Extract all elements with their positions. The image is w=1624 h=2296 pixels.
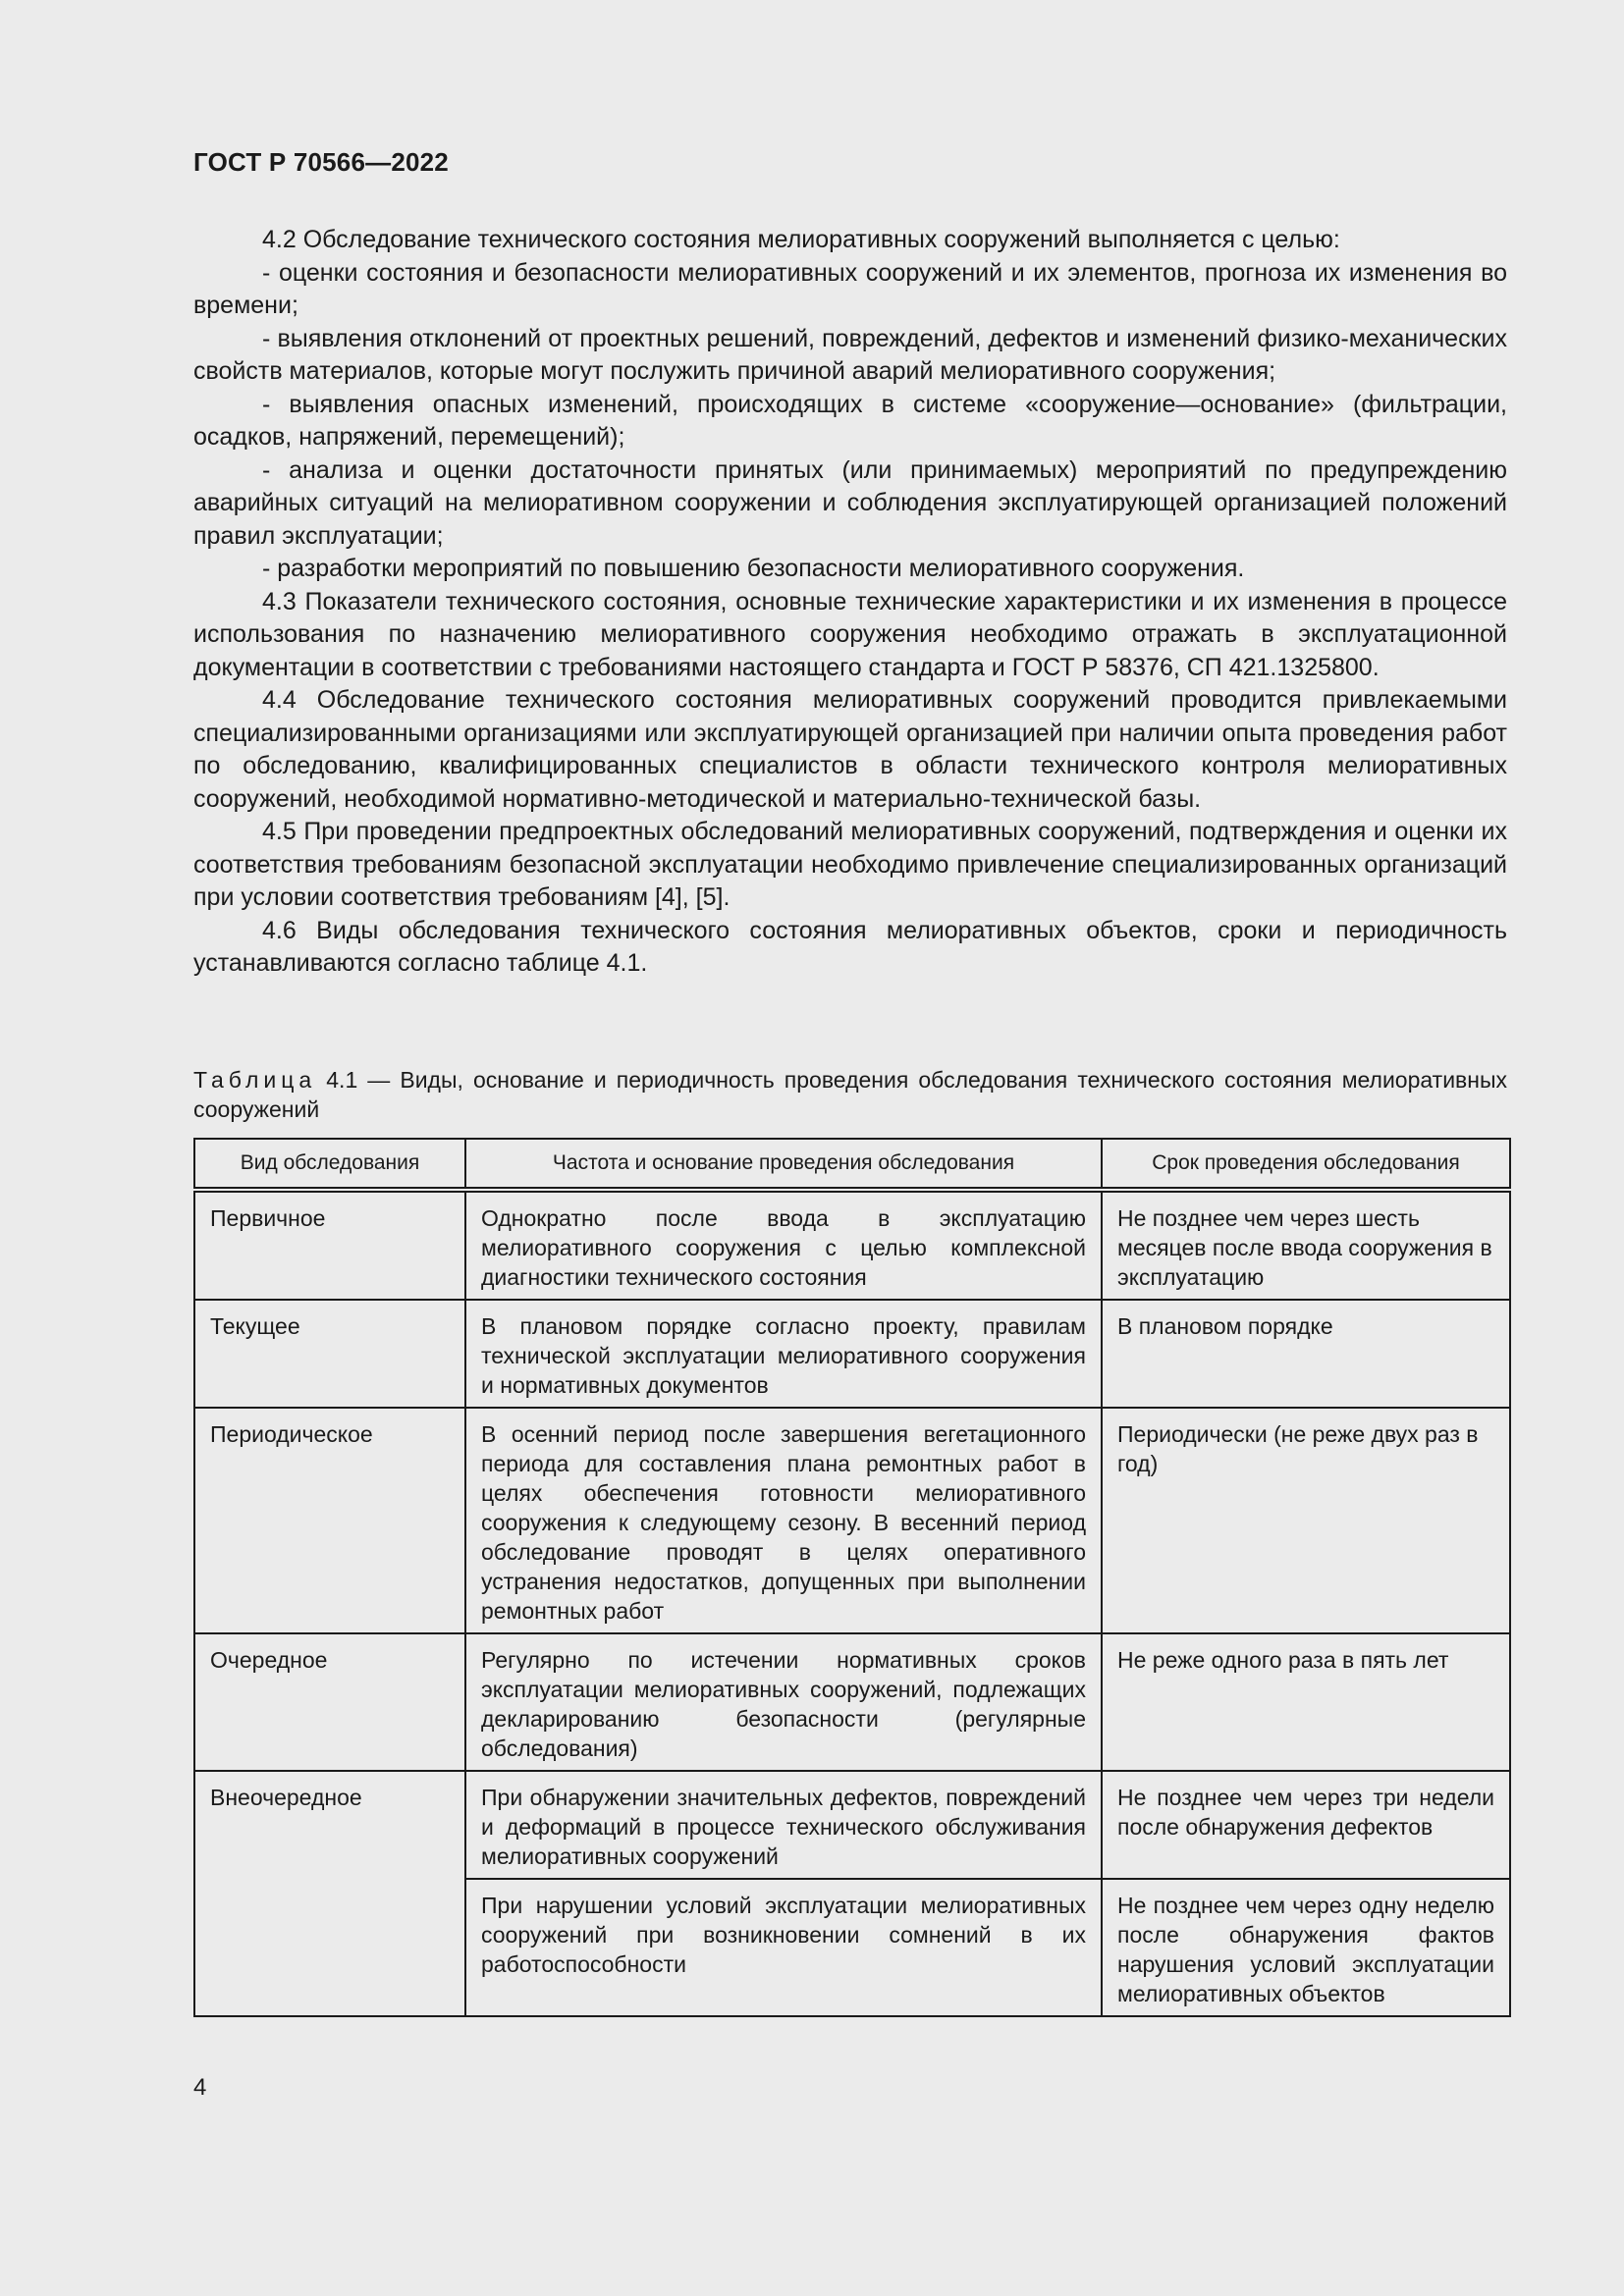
table-cell-type: Первичное [194, 1190, 465, 1300]
table-cell-type: Текущее [194, 1300, 465, 1408]
table-row [194, 1408, 1510, 1633]
list-item: - оценки состояния и безопасности мелиоративных сооружений и их элементов, прогноза их изменения во времени; [193, 258, 1507, 319]
table-cell-type: Внеочередное [194, 1771, 465, 2016]
table-cell-term: Периодически (не реже двух раз в год) [1102, 1408, 1510, 1633]
column-header: Срок проведения обследования [1102, 1139, 1510, 1190]
survey-table [193, 1138, 1511, 2017]
paragraph-4-2: 4.2 Обследование технического состояния мелиоративных сооружений выполняется с целью: [262, 226, 1340, 253]
table-header-row [194, 1139, 1510, 1190]
table-cell-basis: Однократно после ввода в эксплуатацию мелиоративного сооружения с целью комплексной диагностики технического состояния [465, 1190, 1102, 1300]
table-cell-term: В плановом порядке [1102, 1300, 1510, 1408]
paragraph-4-6: 4.6 Виды обследования технического состояния мелиоративных объектов, сроки и периодичность устанавливаются согласно таблице 4.1. [193, 916, 1507, 977]
table-row [194, 1633, 1510, 1771]
list-item: - выявления отклонений от проектных решений, повреждений, дефектов и изменений физико-механических свойств материалов, которые могут послужить причиной аварий мелиоративного сооружения; [193, 324, 1507, 385]
table-caption [193, 1065, 1507, 1124]
table-row [194, 1771, 1510, 1879]
list-item: - выявления опасных изменений, происходящих в системе «сооружение—основание» (фильтрации, осадков, напряжений, перемещений); [193, 390, 1507, 451]
table-cell-basis: В осенний период после завершения вегетационного периода для составления плана ремонтных работ в целях обеспечения готовности мелиоративного сооружения к следующему сезону. В весенний период обследование проводят в целях оперативного устранения недостатков, допущенных при выполнении ремонтных работ [465, 1408, 1102, 1633]
table-cell-basis: При нарушении условий эксплуатации мелиоративных сооружений при возникновении сомнений в их работоспособности [465, 1879, 1102, 2016]
table-cell-term: Не реже одного раза в пять лет [1102, 1633, 1510, 1771]
column-header: Частота и основание проведения обследования [465, 1139, 1102, 1190]
table-cell-basis: При обнаружении значительных дефектов, повреждений и деформаций в процессе технического обслуживания мелиоративных сооружений [465, 1771, 1102, 1879]
table-row [194, 1300, 1510, 1408]
table-caption-text: 4.1 — Виды, основание и периодичность проведения обследования технического состояния мелиоративных сооружений [193, 1067, 1508, 1122]
table-cell-type: Периодическое [194, 1408, 465, 1633]
column-header: Вид обследования [194, 1139, 465, 1190]
list-item: - разработки мероприятий по повышению безопасности мелиоративного сооружения. [262, 555, 1245, 582]
table-row [194, 1190, 1510, 1300]
table-cell-term: Не позднее чем через три недели после обнаружения дефектов [1102, 1771, 1510, 1879]
paragraph-4-3: 4.3 Показатели технического состояния, основные технические характеристики и их изменения в процессе использования по назначению мелиоративного сооружения необходимо отражать в эксплуатационной документации в соответствии с требованиями настоящего стандарта и ГОСТ Р 58376, СП 421.1325800. [193, 587, 1507, 681]
table-cell-term: Не позднее чем через шесть месяцев после ввода сооружения в эксплуатацию [1102, 1190, 1510, 1300]
table-cell-term: Не позднее чем через одну неделю после обнаружения фактов нарушения условий эксплуатации мелиоративных объектов [1102, 1879, 1510, 2016]
table-cell-basis: В плановом порядке согласно проекту, правилам технической эксплуатации мелиоративного сооружения и нормативных документов [465, 1300, 1102, 1408]
table-cell-type: Очередное [194, 1633, 465, 1771]
table-caption-label: Таблица [193, 1067, 317, 1093]
page-number: 4 [193, 2074, 207, 2101]
list-item: - анализа и оценки достаточности принятых (или принимаемых) мероприятий по предупреждению аварийных ситуаций на мелиоративном сооружении и соблюдения эксплуатирующей организацией положений правил эксплуатации; [193, 455, 1507, 550]
body-text [193, 224, 1507, 981]
document-header-title: ГОСТ Р 70566—2022 [193, 147, 449, 177]
paragraph-4-4: 4.4 Обследование технического состояния мелиоративных сооружений проводится привлекаемыми специализированными организациями или эксплуатирующей организацией при наличии опыта проведения работ по обследованию, квалифицированных специалистов в области технического контроля мелиоративных сооружений, необходимой нормативно-методической и материально-технической базы. [193, 686, 1507, 813]
paragraph-4-5: 4.5 При проведении предпроектных обследований мелиоративных сооружений, подтверждения и оценки их соответствия требованиям безопасной эксплуатации необходимо привлечение специализированных организаций при условии соответствия требованиям [4], [5]. [193, 818, 1507, 911]
table-cell-basis: Регулярно по истечении нормативных сроков эксплуатации мелиоративных сооружений, подлежащих декларированию безопасности (регулярные обследования) [465, 1633, 1102, 1771]
